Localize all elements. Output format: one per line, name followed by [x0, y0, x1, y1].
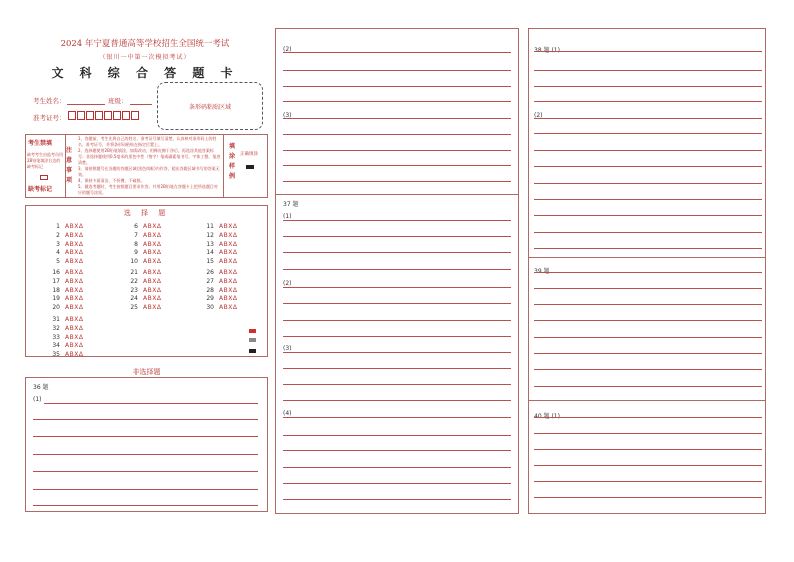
answer-line[interactable]: [534, 215, 762, 216]
q40-1-label: 40 题 (1): [534, 413, 560, 420]
q36-1-label: (1): [33, 396, 42, 403]
barcode-area: [157, 82, 263, 130]
choice-number: 6: [134, 223, 138, 230]
q37-3-label: (3): [283, 112, 292, 119]
answer-line[interactable]: [534, 433, 762, 434]
answer-line[interactable]: [283, 417, 511, 418]
answer-line[interactable]: [534, 166, 762, 167]
answer-line[interactable]: [534, 70, 762, 71]
id-label: 准考证号：: [33, 114, 66, 122]
fill-example-label: 填涂样例: [229, 143, 236, 180]
choice-number: 30: [206, 304, 214, 312]
choice-item[interactable]: [128, 286, 161, 295]
answer-line[interactable]: [283, 435, 511, 436]
q37-2-label: (2): [283, 46, 292, 53]
answer-line[interactable]: [283, 368, 511, 369]
choice-item[interactable]: [204, 248, 237, 257]
answer-line[interactable]: [33, 489, 258, 490]
choice-options[interactable]: ABXΔ: [219, 286, 238, 294]
q37-label: 37 题: [283, 201, 299, 208]
choice-number: 13: [206, 240, 214, 248]
choice-options[interactable]: ABXΔ: [65, 277, 84, 285]
choice-item[interactable]: [204, 277, 237, 286]
timing-mark: [249, 329, 256, 333]
q37-4-label: (4): [283, 410, 292, 417]
section-divider: [529, 400, 765, 401]
choice-item[interactable]: [128, 240, 161, 249]
answer-line[interactable]: [534, 304, 762, 305]
choice-options[interactable]: ABXΔ: [65, 231, 84, 239]
choice-number: 23: [130, 286, 138, 294]
choice-options[interactable]: ABXΔ: [143, 223, 162, 230]
answer-line[interactable]: [283, 252, 511, 253]
absent-checkbox[interactable]: [40, 175, 48, 180]
correct-fill-label: 正确填涂: [240, 152, 258, 157]
q39-label: 39 题: [534, 268, 550, 275]
answer-line[interactable]: [534, 51, 762, 52]
choice-options[interactable]: ABXΔ: [219, 277, 238, 285]
choice-options[interactable]: ABXΔ: [143, 258, 162, 266]
choice-options[interactable]: ABXΔ: [65, 249, 84, 257]
q37-3b-label: (3): [283, 345, 292, 352]
answer-line[interactable]: [283, 499, 511, 500]
choice-number: 29: [206, 295, 214, 303]
choice-options[interactable]: ABXΔ: [143, 249, 162, 257]
answer-line[interactable]: [534, 369, 762, 370]
choice-number: 20: [52, 304, 60, 312]
card-title: 文 科 综 合 答 题 卡: [51, 66, 239, 80]
exam-number-cell: [25, 134, 66, 198]
choice-item[interactable]: [204, 222, 237, 231]
choice-item[interactable]: [50, 333, 83, 342]
answer-line[interactable]: [33, 471, 258, 472]
answer-line[interactable]: [283, 181, 511, 182]
choice-item[interactable]: [50, 303, 83, 312]
choice-options[interactable]: ABXΔ: [219, 269, 238, 276]
barcode-label: 条形码粘贴区域: [188, 104, 231, 111]
choice-item[interactable]: [50, 222, 83, 231]
choice-number: 7: [134, 231, 138, 239]
choice-number: 3: [56, 240, 60, 248]
choice-item[interactable]: [128, 231, 161, 240]
answer-line[interactable]: [534, 86, 762, 87]
choice-number: 16: [52, 269, 60, 276]
choice-options[interactable]: ABXΔ: [219, 231, 238, 239]
choice-number: 1: [56, 223, 60, 230]
choice-item[interactable]: [50, 240, 83, 249]
choice-item[interactable]: [204, 286, 237, 295]
choice-item[interactable]: [204, 240, 237, 249]
notice-item: 1、答题前，考生先将自己的姓名、准考证号填写清楚，认真核对条形码上的姓名、准考证号，并将条形码粘贴在指定位置上。: [78, 136, 217, 147]
answer-line[interactable]: [33, 419, 258, 420]
choice-item[interactable]: [128, 294, 161, 303]
exam-subtitle: （银川一中第一次模拟考试）: [99, 54, 191, 61]
q38-1-label: 38 题 (1): [534, 47, 560, 54]
choice-item[interactable]: [128, 277, 161, 286]
choice-number: 9: [134, 249, 138, 257]
choice-number: 15: [206, 258, 214, 266]
answer-line[interactable]: [33, 505, 258, 506]
choice-options[interactable]: ABXΔ: [219, 240, 238, 248]
answer-line[interactable]: [283, 336, 511, 337]
notice-items: [76, 134, 224, 198]
choice-number: 33: [52, 333, 60, 341]
exam-number-label: 考生禁填: [28, 140, 53, 147]
choice-item[interactable]: [128, 257, 161, 266]
timing-mark: [249, 338, 256, 342]
choice-options[interactable]: ABXΔ: [143, 277, 162, 285]
choice-item[interactable]: [50, 286, 83, 295]
choice-number: 5: [56, 258, 60, 266]
answer-line[interactable]: [534, 248, 762, 249]
answer-line[interactable]: [283, 70, 511, 71]
notice-item: 4、保持卡面清洁，不折叠，不破损。: [78, 178, 145, 183]
choice-number: 24: [130, 295, 138, 303]
absent-label: 缺考标记: [28, 186, 53, 193]
answer-line[interactable]: [534, 497, 762, 498]
name-label: 考生姓名：: [33, 97, 66, 105]
answer-line[interactable]: [283, 134, 511, 135]
answer-line[interactable]: [534, 337, 762, 338]
choice-options[interactable]: ABXΔ: [143, 304, 162, 312]
choice-options[interactable]: ABXΔ: [65, 258, 84, 266]
choice-options[interactable]: ABXΔ: [143, 269, 162, 276]
answer-line[interactable]: [534, 150, 762, 151]
q38-2-label: (2): [534, 112, 543, 119]
answer-line[interactable]: [534, 232, 762, 233]
choice-number: 10: [130, 258, 138, 266]
choice-options[interactable]: ABXΔ: [65, 286, 84, 294]
timing-mark: [249, 349, 256, 353]
choice-number: 14: [206, 249, 214, 257]
answer-line[interactable]: [33, 436, 258, 437]
choice-item[interactable]: [50, 350, 83, 359]
choice-number: 19: [52, 295, 60, 303]
answer-line[interactable]: [283, 269, 511, 270]
answer-line[interactable]: [534, 386, 762, 387]
answer-line[interactable]: [534, 183, 762, 184]
choice-options[interactable]: ABXΔ: [143, 231, 162, 239]
choice-number: 12: [206, 231, 214, 239]
answer-line[interactable]: [534, 272, 762, 273]
answer-line[interactable]: [534, 481, 762, 482]
answer-line[interactable]: [534, 101, 762, 102]
answer-line[interactable]: [534, 118, 762, 119]
choice-number: 32: [52, 324, 60, 332]
q36-label: 36 题: [33, 384, 49, 391]
choice-options[interactable]: ABXΔ: [65, 324, 84, 332]
choice-number: 2: [56, 231, 60, 239]
choice-options[interactable]: ABXΔ: [65, 351, 84, 359]
choice-options[interactable]: ABXΔ: [143, 295, 162, 303]
answer-line[interactable]: [534, 133, 762, 134]
choice-options[interactable]: ABXΔ: [65, 342, 84, 350]
section-divider: [529, 257, 765, 258]
choice-number: 28: [206, 286, 214, 294]
answer-line[interactable]: [283, 467, 511, 468]
answer-line[interactable]: [534, 199, 762, 200]
choice-options[interactable]: ABXΔ: [65, 223, 84, 230]
choice-item[interactable]: [204, 257, 237, 266]
answer-line[interactable]: [534, 417, 762, 418]
attention-label: 注意事项: [66, 147, 73, 184]
choice-number: 17: [52, 277, 60, 285]
choice-item[interactable]: [128, 222, 161, 231]
choice-item[interactable]: [50, 341, 83, 350]
choice-number: 22: [130, 277, 138, 285]
answer-line[interactable]: [283, 165, 511, 166]
notice-item: 5、做选考题时，考生按照题目要求作答，并用2B铅笔在答题卡上把所选题目对应的题号涂黑。: [78, 184, 218, 195]
choice-options[interactable]: ABXΔ: [219, 258, 238, 266]
nonchoice-title: 非选择题: [132, 368, 161, 376]
choice-number: 18: [52, 286, 60, 294]
choice-item[interactable]: [50, 257, 83, 266]
choice-item[interactable]: [50, 231, 83, 240]
choice-item[interactable]: [50, 315, 83, 324]
answer-line[interactable]: [283, 450, 511, 451]
choice-item[interactable]: [50, 268, 83, 277]
answer-line[interactable]: [283, 220, 511, 221]
choice-number: 34: [52, 342, 60, 350]
answer-line[interactable]: [283, 101, 511, 102]
answer-line[interactable]: [534, 288, 762, 289]
name-field[interactable]: [67, 104, 105, 105]
choice-number: 11: [206, 223, 214, 230]
choice-options[interactable]: ABXΔ: [219, 249, 238, 257]
choice-item[interactable]: [204, 268, 237, 277]
answer-line[interactable]: [283, 287, 511, 288]
choice-number: 35: [52, 351, 60, 359]
choice-options[interactable]: ABXΔ: [65, 295, 84, 303]
correct-fill-sample: [246, 165, 254, 169]
choice-options[interactable]: ABXΔ: [65, 269, 84, 276]
choice-title: 选 择 题: [123, 209, 170, 217]
choice-options[interactable]: ABXΔ: [65, 333, 84, 341]
choice-number: 8: [134, 240, 138, 248]
choice-number: 4: [56, 249, 60, 257]
section-divider: [276, 194, 518, 195]
choice-item[interactable]: [128, 268, 161, 277]
answer-line[interactable]: [534, 320, 762, 321]
choice-options[interactable]: ABXΔ: [219, 295, 238, 303]
choice-number: 31: [52, 316, 60, 323]
notice-item: 2、选择题使用2B铅笔填涂，如需改动，用橡皮擦干净后，再选涂其他答案标号；非选择题使用0.5毫米的黑色中性（签字）笔或碳素笔书写，字体工整，笔迹清楚。: [78, 148, 221, 165]
id-boxes[interactable]: [68, 111, 144, 121]
answer-line[interactable]: [33, 454, 258, 455]
class-label: 班级：: [108, 97, 128, 105]
q37-1-label: (1): [283, 213, 292, 220]
answer-line[interactable]: [534, 449, 762, 450]
choice-options[interactable]: ABXΔ: [219, 304, 238, 312]
answer-line[interactable]: [44, 403, 258, 404]
choice-number: 21: [130, 269, 138, 276]
answer-line[interactable]: [283, 352, 511, 353]
choice-item[interactable]: [50, 248, 83, 257]
answer-line[interactable]: [283, 52, 511, 53]
answer-line[interactable]: [283, 320, 511, 321]
answer-line[interactable]: [283, 150, 511, 151]
choice-number: 27: [206, 277, 214, 285]
answer-line[interactable]: [534, 353, 762, 354]
choice-number: 26: [206, 269, 214, 276]
choice-options[interactable]: ABXΔ: [143, 286, 162, 294]
choice-item[interactable]: [50, 294, 83, 303]
answer-line[interactable]: [283, 384, 511, 385]
q36-box: [25, 377, 268, 512]
answer-line[interactable]: [283, 483, 511, 484]
answer-line[interactable]: [283, 86, 511, 87]
answer-line[interactable]: [534, 465, 762, 466]
answer-line[interactable]: [283, 118, 511, 119]
choice-options[interactable]: ABXΔ: [65, 240, 84, 248]
class-field[interactable]: [130, 104, 152, 105]
choice-item[interactable]: [204, 303, 237, 312]
choice-number: 25: [130, 304, 138, 312]
choice-options[interactable]: ABXΔ: [65, 316, 84, 323]
choice-item[interactable]: [50, 277, 83, 286]
choice-item[interactable]: [50, 324, 83, 333]
choice-options[interactable]: ABXΔ: [219, 223, 238, 230]
choice-options[interactable]: ABXΔ: [65, 304, 84, 312]
answer-line[interactable]: [283, 400, 511, 401]
answer-line[interactable]: [283, 303, 511, 304]
choice-item[interactable]: [204, 294, 237, 303]
choice-item[interactable]: [128, 248, 161, 257]
answer-line[interactable]: [283, 236, 511, 237]
exam-number-note: 缺考考生由监考员用2B铅笔填涂右边的缺考标记: [27, 152, 63, 169]
choice-item[interactable]: [128, 303, 161, 312]
choice-item[interactable]: [204, 231, 237, 240]
choice-options[interactable]: ABXΔ: [143, 240, 162, 248]
q37-2b-label: (2): [283, 280, 292, 287]
exam-title: 2024 年宁夏普通高等学校招生全国统一考试: [60, 39, 230, 49]
notice-item: 3、请按照题号在各题的答题区域(黑色线框)内作答，超出答题区域书写的答案无效。: [78, 166, 220, 177]
